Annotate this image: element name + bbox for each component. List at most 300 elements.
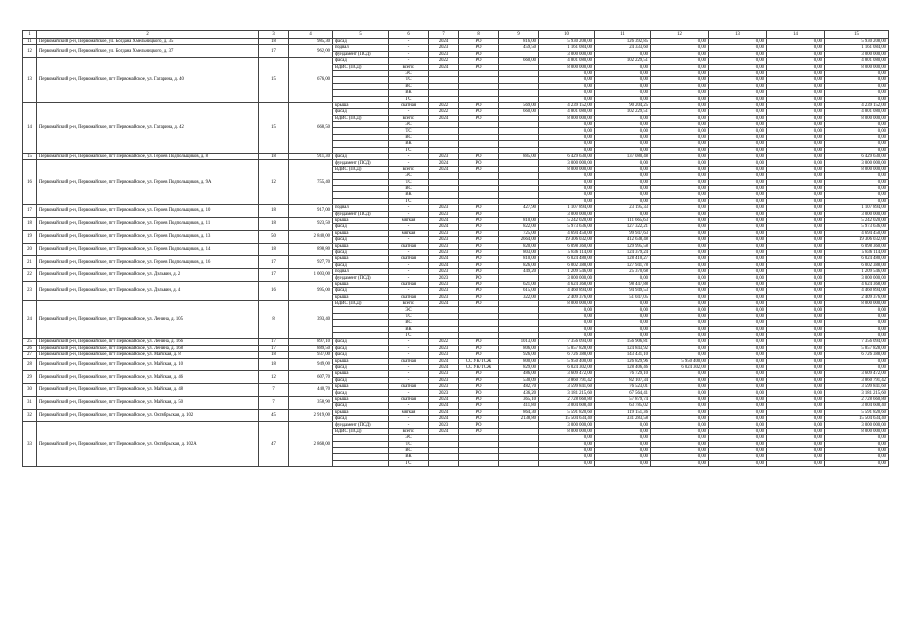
table-cell: 482,70 (499, 384, 539, 390)
table-cell: 4 624 368,00 (539, 281, 595, 287)
table-cell: - (389, 339, 429, 345)
table-cell: 2023 (429, 352, 459, 358)
table-cell: 0,00 (709, 205, 767, 211)
table-cell: 0,00 (767, 205, 825, 211)
apartments-cell: 8 (259, 301, 289, 339)
table-cell: 4 801 080,00 (539, 109, 595, 115)
table-cell: 0,00 (709, 256, 767, 262)
table-cell: 0,00 (825, 128, 889, 134)
table-cell: 0,00 (825, 454, 889, 460)
table-cell: 127 941,78 (595, 262, 651, 268)
table-cell: 0,00 (539, 326, 595, 332)
address-cell: Первомайский р-н, Первомайское, пгт Первомайское, ул. Майская, д. 48 (37, 384, 259, 397)
table-cell: 8 000 000,00 (825, 115, 889, 121)
table-cell: СС УК/ТСЖ (459, 358, 499, 364)
table-cell: 0,00 (595, 141, 651, 147)
table-cell: 0,00 (651, 301, 709, 307)
table-cell: 5 930 208,00 (825, 39, 889, 45)
table-cell: крыша (333, 217, 389, 223)
table-cell: мягкая (389, 230, 429, 236)
area-cell: 949,00 (289, 358, 333, 371)
address-cell: Первомайский р-н, Первомайское, пгт Первомайское, ул. Майская, д. 50 (37, 396, 259, 409)
row-number: 27 (23, 352, 37, 358)
table-cell: 0,00 (651, 192, 709, 198)
table-cell: РО (459, 166, 499, 172)
header-cell: 6 (389, 31, 429, 39)
apartments-cell: 18 (259, 154, 289, 160)
table-cell: 1 107 894,00 (825, 205, 889, 211)
table-cell: 0,00 (651, 64, 709, 70)
table-cell: 3 000 000,00 (825, 160, 889, 166)
table-cell: ВС (389, 83, 429, 89)
table-cell: 926,00 (499, 352, 539, 358)
table-cell: 0,00 (709, 230, 767, 236)
row-number: 13 (23, 58, 37, 103)
table-cell: РО (459, 422, 499, 428)
column-number-row (23, 31, 889, 39)
table-cell: фасад (333, 403, 389, 409)
table-cell: 3 000 000,00 (825, 275, 889, 281)
table-cell: 725,00 (499, 230, 539, 236)
table-cell: 0,00 (539, 435, 595, 441)
table-cell: 4 624 368,00 (825, 281, 889, 287)
table-cell: 0,00 (595, 435, 651, 441)
apartments-cell: 18 (259, 205, 289, 218)
header-cell: 10 (539, 31, 595, 39)
table-cell: 2138,80 (499, 416, 539, 422)
table-cell: 322,00 (499, 294, 539, 300)
table-cell: 8 000 000,00 (539, 301, 595, 307)
table-cell: 0,00 (595, 313, 651, 319)
table-cell: 4 239 152,00 (825, 102, 889, 108)
table-cell: 0,00 (767, 77, 825, 83)
table-cell: - (389, 51, 429, 57)
row-number: 25 (23, 339, 37, 345)
table-cell: 0,00 (651, 326, 709, 332)
table-cell: 820,00 (499, 243, 539, 249)
header-cell: 12 (651, 31, 709, 39)
table-cell: 0,00 (651, 147, 709, 153)
table-cell: 0,00 (709, 307, 767, 313)
table-cell: 0,00 (767, 45, 825, 51)
area-cell: 440,70 (289, 384, 333, 397)
table-cell: фундамент (ПСД) (333, 211, 389, 217)
table-cell: крыша (333, 281, 389, 287)
table-cell: РО (459, 262, 499, 268)
table-cell: 6 726 388,00 (825, 352, 889, 358)
table-cell: 0,00 (709, 377, 767, 383)
table-cell: 0,00 (767, 352, 825, 358)
table-cell: 5 973 636,00 (825, 224, 889, 230)
table-cell: 0,00 (709, 128, 767, 134)
table-cell: 3 000 000,00 (539, 422, 595, 428)
table-cell: 98 447,88 (595, 281, 651, 287)
table-cell: 365,10 (499, 396, 539, 402)
table-cell: 111 665,63 (595, 217, 651, 223)
table-cell: 0,00 (709, 396, 767, 402)
table-cell: 0,00 (767, 288, 825, 294)
table-cell: 0,00 (767, 192, 825, 198)
table-cell: 0,00 (709, 198, 767, 204)
table-cell: 119 151,36 (595, 409, 651, 415)
table-cell: 0,00 (651, 45, 709, 51)
table-cell: 5 591 820,60 (825, 409, 889, 415)
table-cell: 0,00 (709, 294, 767, 300)
table-cell: 0,00 (539, 448, 595, 454)
table-cell: 3 860 791,42 (825, 377, 889, 383)
table-cell: 806,00 (499, 345, 539, 351)
table-cell: ВДИС (ПСД) (333, 166, 389, 172)
table-cell: 0,00 (651, 166, 709, 172)
apartments-cell: 18 (259, 352, 289, 358)
table-cell: 1 209 546,00 (539, 269, 595, 275)
table-cell: 0,00 (651, 396, 709, 402)
area-cell: 2 868,00 (289, 422, 333, 467)
table-cell: 19 306 032,00 (539, 237, 595, 243)
table-cell: 0,00 (825, 90, 889, 96)
area-cell: 607,70 (289, 371, 333, 384)
table-cell: - (389, 211, 429, 217)
table-cell: ГС (389, 96, 429, 102)
header-cell: 1 (23, 31, 37, 39)
address-cell: Первомайский р-н, Первомайское, пгт Первомайское, ул. Октябрьская, д. 102 (37, 409, 259, 422)
row-number: 28 (23, 358, 37, 371)
table-cell: скатная (389, 281, 429, 287)
table-cell: 6 002 388,00 (539, 262, 595, 268)
table-cell: ВДИС (ПСД) (333, 301, 389, 307)
table-cell: ВС (389, 448, 429, 454)
address-cell: Первомайский р-н, Первомайское, пгт Первомайское, ул. Гагарина, д. 42 (37, 102, 259, 153)
table-cell: 0,00 (651, 448, 709, 454)
table-cell: РО (459, 275, 499, 281)
table-cell: ВС (389, 320, 429, 326)
table-cell: - (389, 45, 429, 51)
table-cell: 0,00 (767, 269, 825, 275)
table-cell: 0,00 (651, 173, 709, 179)
table-cell: 156 906,81 (595, 339, 651, 345)
table-cell: 0,00 (709, 64, 767, 70)
table-cell: 411,80 (499, 403, 539, 409)
table-cell: крыша (333, 294, 389, 300)
table-cell: 2023 (429, 243, 459, 249)
apartments-cell: 17 (259, 339, 289, 345)
table-cell: 94 949,53 (595, 288, 651, 294)
capital-repair-table (22, 30, 889, 467)
table-cell: 0,00 (767, 326, 825, 332)
table-cell: 0,00 (767, 428, 825, 434)
table-cell: ВДИС (ПСД) (333, 64, 389, 70)
table-cell: 5 836 114,00 (539, 249, 595, 255)
table-cell: фундамент (ПСД) (333, 422, 389, 428)
table-cell: РО (459, 345, 499, 351)
table-cell: 0,00 (595, 192, 651, 198)
table-cell: 0,00 (709, 179, 767, 185)
table-cell: 0,00 (709, 345, 767, 351)
table-cell: 0,00 (595, 275, 651, 281)
apartments-cell: 45 (259, 409, 289, 422)
table-cell: 4 460 894,00 (539, 288, 595, 294)
table-cell: 0,00 (825, 141, 889, 147)
area-cell: 985,30 (289, 39, 333, 45)
table-cell: 0,00 (539, 192, 595, 198)
table-cell: 6 098 360,00 (825, 243, 889, 249)
table-cell: 0,00 (767, 96, 825, 102)
row-number: 20 (23, 243, 37, 256)
apartments-cell: 12 (259, 160, 289, 205)
table-cell: 6 024 302,00 (539, 364, 595, 370)
table-cell: 0,00 (651, 320, 709, 326)
table-cell: РО (459, 160, 499, 166)
table-cell: 0,00 (825, 192, 889, 198)
table-cell: 0,00 (651, 217, 709, 223)
table-cell: фасад (333, 249, 389, 255)
table-cell: ГС (389, 147, 429, 153)
table-cell: 0,00 (651, 122, 709, 128)
table-cell: 5 930 208,00 (539, 39, 595, 45)
row-number: 14 (23, 102, 37, 153)
table-cell: 0,00 (767, 384, 825, 390)
table-cell: 2022 (429, 58, 459, 64)
table-cell: 0,00 (767, 448, 825, 454)
table-cell: 2023 (429, 294, 459, 300)
table-cell: 2024 (429, 262, 459, 268)
address-cell: Первомайский р-н, Первомайское, пгт Первомайское, ул. Героев Подпольщиков, д. 8 (37, 154, 259, 160)
table-cell: 0,00 (595, 428, 651, 434)
table-cell: 8 000 000,00 (539, 428, 595, 434)
table-cell: РО (459, 39, 499, 45)
table-cell: фасад (333, 416, 389, 422)
table-cell: 15 504 634,40 (825, 416, 889, 422)
area-cell: 889,50 (289, 345, 333, 351)
table-cell: фасад (333, 288, 389, 294)
table-cell: крыша (333, 358, 389, 364)
apartments-cell: 17 (259, 345, 289, 351)
table-cell: 6 098 360,00 (539, 243, 595, 249)
table-cell: 8 000 000,00 (539, 64, 595, 70)
address-cell: Первомайский р-н, Первомайское, пгт Первомайское, ул. Майская, д. 10 (37, 358, 259, 371)
table-cell: 143 431,10 (595, 352, 651, 358)
table-cell: 8 000 000,00 (825, 166, 889, 172)
table-cell: 0,00 (767, 160, 825, 166)
table-cell: 0,00 (767, 403, 825, 409)
table-cell: фасад (333, 262, 389, 268)
table-cell: 102 229,51 (595, 109, 651, 115)
table-cell: скатная (389, 384, 429, 390)
table-cell: РО (459, 51, 499, 57)
table-cell: 800,00 (499, 358, 539, 364)
table-cell: фасад (333, 109, 389, 115)
table-cell: 0,00 (767, 301, 825, 307)
area-cell: 927,70 (289, 256, 333, 269)
table-cell: 0,00 (767, 249, 825, 255)
table-cell: 0,00 (595, 64, 651, 70)
apartments-cell: 7 (259, 396, 289, 409)
apartments-cell: 15 (259, 102, 289, 153)
table-cell: 0,00 (709, 269, 767, 275)
table-cell: 2023 (429, 249, 459, 255)
address-cell: Первомайский р-н, Первомайское, пгт Первомайское, ул. Октябрьская, д. 102А (37, 422, 259, 467)
table-cell: 0,00 (767, 147, 825, 153)
table-cell: 0,00 (767, 294, 825, 300)
table-cell: 0,00 (651, 224, 709, 230)
table-cell: 0,00 (709, 90, 767, 96)
table-cell: 486,00 (499, 371, 539, 377)
table-cell: 2024 (429, 403, 459, 409)
table-cell: - (389, 275, 429, 281)
table-cell: 0,00 (767, 224, 825, 230)
table-cell: 0,00 (767, 364, 825, 370)
table-cell: 0,00 (767, 358, 825, 364)
table-cell: 0,00 (709, 288, 767, 294)
table-cell: 0,00 (539, 307, 595, 313)
table-cell: ВК (389, 141, 429, 147)
table-cell: 0,00 (709, 275, 767, 281)
table-cell: 1 161 084,00 (825, 45, 889, 51)
table-cell: 0,00 (709, 301, 767, 307)
table-cell: 0,00 (709, 448, 767, 454)
table-cell: 0,00 (651, 51, 709, 57)
table-cell: 0,00 (651, 230, 709, 236)
table-cell: 2024 (429, 39, 459, 45)
table-cell: 0,00 (539, 83, 595, 89)
table-cell: ВК (389, 454, 429, 460)
table-cell: 0,00 (767, 39, 825, 45)
table-cell: 0,00 (767, 173, 825, 179)
table-cell: РО (459, 428, 499, 434)
area-cell: 897,10 (289, 339, 333, 345)
table-cell: РО (459, 339, 499, 345)
header-cell: 15 (825, 31, 889, 39)
table-cell: 0,00 (767, 339, 825, 345)
table-cell: 0,00 (595, 307, 651, 313)
table-cell: 3 000 000,00 (539, 275, 595, 281)
header-cell: 9 (499, 31, 539, 39)
table-cell: 0,00 (825, 307, 889, 313)
table-cell: 0,00 (651, 435, 709, 441)
table-cell: 23 195,33 (595, 205, 651, 211)
apartments-cell: 18 (259, 217, 289, 230)
table-cell: 0,00 (709, 83, 767, 89)
table-cell: 0,00 (767, 134, 825, 140)
table-cell: 2023 (429, 345, 459, 351)
apartments-cell: 18 (259, 243, 289, 256)
table-cell: РО (459, 384, 499, 390)
table-cell: скатная (389, 256, 429, 262)
table-cell: 3 609 472,00 (825, 371, 889, 377)
row-number: 11 (23, 39, 37, 45)
table-cell: крыша (333, 256, 389, 262)
table-cell: 4 801 080,00 (825, 58, 889, 64)
table-cell: 2023 (429, 288, 459, 294)
table-cell: 569,00 (499, 102, 539, 108)
table-cell: 3 860 791,42 (539, 377, 595, 383)
table-cell: 5 973 636,00 (539, 224, 595, 230)
table-cell: всего: (389, 428, 429, 434)
table-cell: 0,00 (825, 185, 889, 191)
table-cell: 0,00 (825, 134, 889, 140)
table-cell: 6 429 630,00 (825, 154, 889, 160)
table-cell: 0,00 (709, 339, 767, 345)
table-cell: 3 000 000,00 (539, 160, 595, 166)
table-cell: 2023 (429, 237, 459, 243)
table-cell: 0,00 (595, 448, 651, 454)
table-cell: крыша (333, 384, 389, 390)
table-cell: 3 000 000,00 (539, 51, 595, 57)
table-cell: РО (459, 301, 499, 307)
table-cell: 25 370,68 (595, 269, 651, 275)
area-cell: 676,00 (289, 58, 333, 103)
table-cell: 2023 (429, 281, 459, 287)
table-cell: 0,00 (651, 275, 709, 281)
table-cell: 2023 (429, 269, 459, 275)
table-cell: 2023 (429, 51, 459, 57)
table-cell: 0,00 (651, 294, 709, 300)
table-cell: 0,00 (651, 96, 709, 102)
table-cell: 0,00 (709, 45, 767, 51)
table-cell: 0,00 (767, 198, 825, 204)
row-number: 30 (23, 384, 37, 397)
table-cell: 8 000 000,00 (825, 64, 889, 70)
table-cell: 2023 (429, 384, 459, 390)
row-number: 32 (23, 409, 37, 422)
table-cell: скатная (389, 294, 429, 300)
table-cell: 0,00 (595, 301, 651, 307)
table-cell: 0,00 (767, 262, 825, 268)
table-cell: 6 429 630,00 (539, 154, 595, 160)
table-cell: 0,00 (767, 332, 825, 338)
table-cell: - (389, 39, 429, 45)
table-cell: - (389, 364, 429, 370)
table-cell: 0,00 (651, 422, 709, 428)
table-cell: 0,00 (651, 243, 709, 249)
table-cell: РО (459, 64, 499, 70)
row-number: 15 (23, 154, 37, 160)
table-cell: скатная (389, 243, 429, 249)
table-cell: 5 857 828,00 (539, 345, 595, 351)
table-cell: 0,00 (709, 224, 767, 230)
table-cell: 0,00 (709, 403, 767, 409)
table-cell: 5 836 114,00 (825, 249, 889, 255)
table-cell: 0,00 (651, 39, 709, 45)
table-cell: 3 599 841,60 (825, 384, 889, 390)
table-cell: 530,09 (499, 377, 539, 383)
area-cell: 937,00 (289, 352, 333, 358)
table-cell: 0,00 (539, 128, 595, 134)
table-cell: 5 591 820,60 (539, 409, 595, 415)
table-cell: 0,00 (595, 160, 651, 166)
table-cell: фасад (333, 58, 389, 64)
table-cell: ВС (389, 185, 429, 191)
table-cell: 0,00 (767, 64, 825, 70)
table-cell: 0,00 (709, 115, 767, 121)
table-cell: - (389, 58, 429, 64)
table-cell: 803,00 (499, 249, 539, 255)
table-cell: 6 024 302,00 (651, 364, 709, 370)
apartments-cell: 16 (259, 281, 289, 300)
table-cell: 0,00 (595, 51, 651, 57)
table-cell: 0,00 (595, 173, 651, 179)
table-cell: 660,00 (499, 109, 539, 115)
table-cell: - (389, 237, 429, 243)
apartments-cell: 17 (259, 269, 289, 282)
address-cell: Первомайский р-н, Первомайское, ул. Богдана Хмельницкого, д. 35 (37, 39, 259, 45)
table-cell: всего: (389, 301, 429, 307)
area-cell: 668,50 (289, 102, 333, 153)
area-cell: 898,80 (289, 243, 333, 256)
area-cell: 2 919,00 (289, 409, 333, 422)
table-cell: 0,00 (709, 173, 767, 179)
row-number: 19 (23, 230, 37, 243)
